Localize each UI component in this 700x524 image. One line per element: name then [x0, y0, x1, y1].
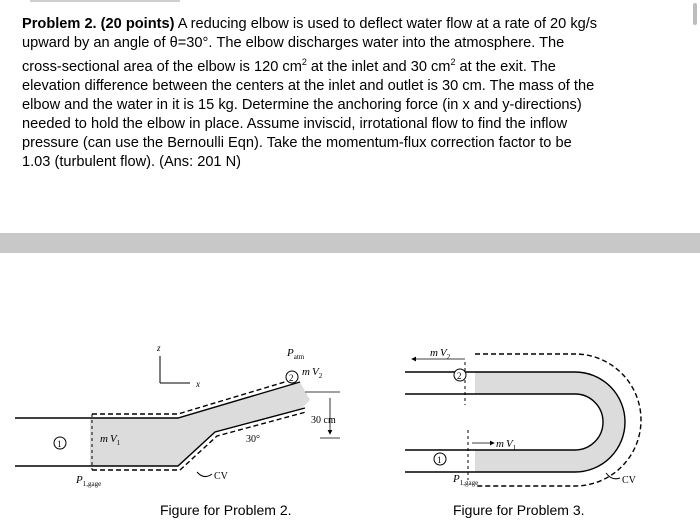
figure-problem-3 — [390, 330, 680, 500]
elevation-label: 30 cm — [311, 415, 336, 426]
problem-statement — [22, 15, 682, 172]
angle-label: 30° — [246, 434, 260, 445]
figure-2-caption: Figure for Problem 2. — [160, 502, 292, 518]
problem-line-2: upward by an angle of θ=30°. The elbow discharges water into the atmosphere. The — [22, 35, 565, 51]
problem-line-8: 1.03 (turbulent flow). (Ans: 201 N) — [22, 153, 242, 170]
problem-line-6: needed to hold the elbow in place. Assume inviscid, irrotational flow to find the inflow — [22, 115, 568, 132]
inlet-momentum-label: m $V_1$ — [496, 438, 517, 452]
problem-line-4: elevation difference between the centers at the inlet and outlet is 30 cm. The mass of the — [22, 77, 595, 94]
problem-heading: Problem 2. (20 points) — [22, 16, 175, 32]
cv-leader — [197, 472, 212, 477]
z-axis-label: z — [157, 343, 161, 353]
outlet-momentum-label: m $V_2$ — [430, 347, 451, 361]
elbow-body — [90, 382, 310, 466]
problem-line-3: cross-sectional area of the elbow is 120 $cm^2$ at the inlet and 30 $cm^2$ at the exit. The — [22, 57, 556, 75]
scrollbar-thumb[interactable] — [693, 3, 697, 25]
top-divider — [30, 0, 180, 2]
patm-label: $P_{atm}$ — [287, 347, 305, 361]
section-1-label: 1 — [57, 439, 62, 449]
figure-problem-2 — [0, 330, 360, 500]
problem-line-1: Problem 2. (20 points) A reducing elbow is used to deflect water flow at a rate of 20 kg/s — [22, 16, 598, 32]
inlet-momentum-label: m $V_1$ — [100, 433, 121, 447]
p1-gage-label: $P_{1,gage}$ — [453, 473, 479, 487]
gray-separator-band — [0, 233, 700, 253]
problem-line-7: pressure (can use the Bernoulli Eqn). Take the momentum-flux correction factor to be — [22, 134, 572, 151]
problem-line-5: elbow and the water in it is 15 kg. Determine the anchoring force (in x and y-directions) — [22, 96, 582, 113]
p1-gage-label: $P_{1,gage}$ — [76, 474, 102, 488]
section-2-label: 2 — [457, 371, 462, 381]
u-bend-inner-wall — [405, 394, 603, 450]
section-2-label: 2 — [289, 373, 294, 383]
cv-label: CV — [214, 471, 228, 482]
section-1-label: 1 — [437, 455, 442, 465]
figure-3-caption: Figure for Problem 3. — [453, 502, 585, 518]
cv-label: CV — [622, 475, 636, 486]
x-axis-label: x — [196, 379, 200, 389]
outlet-momentum-label: m $V_2$ — [302, 366, 323, 380]
